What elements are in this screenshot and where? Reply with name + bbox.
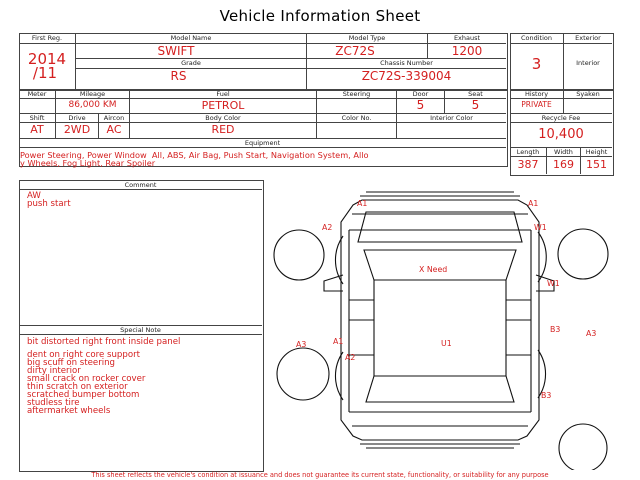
special-note-line: studless tire bbox=[27, 398, 80, 408]
height-value: 151 bbox=[586, 158, 607, 171]
sheet-title: Vehicle Information Sheet bbox=[219, 7, 421, 25]
mark-a3-right: A3 bbox=[586, 329, 597, 338]
mark-b3-right: B3 bbox=[550, 325, 561, 334]
special-note-line: small crack on rocker cover bbox=[27, 374, 146, 384]
model-name-value: SWIFT bbox=[157, 44, 195, 58]
hood-outline bbox=[358, 212, 522, 242]
mileage-label: Mileage bbox=[79, 90, 106, 98]
special-note-line: dent on right core support bbox=[27, 350, 140, 360]
width-value: 169 bbox=[553, 158, 574, 171]
syaken-label: Syaken bbox=[576, 90, 600, 98]
mark-a1-top-right: A1 bbox=[528, 199, 539, 208]
comment-line-1: AW bbox=[27, 191, 41, 201]
mark-a2-top-left: A2 bbox=[322, 223, 333, 232]
recycle-fee-value: 10,400 bbox=[538, 127, 584, 142]
wheel-top-left bbox=[274, 230, 324, 280]
roof-outline bbox=[374, 280, 506, 376]
bumper-front bbox=[360, 192, 520, 196]
condition-value: 3 bbox=[531, 55, 542, 73]
mark-x-need: X Need bbox=[419, 265, 448, 274]
special-note-first: bit distorted right front inside panel bbox=[27, 337, 181, 347]
car-damage-diagram bbox=[265, 180, 610, 470]
rear-window-outline bbox=[366, 376, 514, 402]
door-value: 5 bbox=[416, 98, 425, 112]
car-body-inner bbox=[349, 214, 531, 426]
mark-u1-center: U1 bbox=[441, 339, 452, 348]
length-value: 387 bbox=[517, 158, 539, 171]
door-label: Door bbox=[412, 90, 429, 98]
mileage-value: 86,000 KM bbox=[68, 100, 117, 110]
wheel-bottom-right bbox=[559, 424, 607, 470]
shift-value: AT bbox=[30, 123, 44, 136]
body-color-value: RED bbox=[211, 123, 235, 136]
meter-label: Meter bbox=[27, 90, 47, 98]
door-lines bbox=[349, 300, 531, 355]
color-no-label: Color No. bbox=[341, 114, 372, 122]
drive-value: 2WD bbox=[63, 123, 91, 136]
mark-b3-bottom: B3 bbox=[541, 391, 552, 400]
special-note-line: aftermarket wheels bbox=[27, 406, 111, 416]
mark-w1-top-right: W1 bbox=[534, 223, 547, 232]
interior-color-label: Interior Color bbox=[430, 114, 473, 122]
first-reg-label: First Reg. bbox=[31, 34, 63, 42]
special-note-line: big scuff on steering bbox=[27, 358, 116, 368]
seat-label: Seat bbox=[468, 90, 483, 98]
mark-a1-top-left: A1 bbox=[357, 199, 368, 208]
model-type-value: ZC72S bbox=[335, 44, 375, 58]
steering-label: Steering bbox=[342, 90, 371, 98]
first-reg-year: 2014 bbox=[27, 50, 67, 68]
exhaust-value: 1200 bbox=[451, 44, 483, 58]
body-color-label: Body Color bbox=[205, 114, 241, 122]
special-note-line: scratched bumper bottom bbox=[27, 390, 140, 400]
first-reg-month: /11 bbox=[32, 64, 58, 82]
mirror-left bbox=[324, 275, 343, 291]
bumper-rear bbox=[360, 444, 520, 448]
mark-a3-left: A3 bbox=[296, 340, 307, 349]
interior-label: Interior bbox=[576, 59, 600, 67]
comment-label: Comment bbox=[124, 181, 157, 189]
mark-a1-left: A1 bbox=[333, 337, 344, 346]
mark-w1-right: W1 bbox=[547, 279, 560, 288]
fuel-value: PETROL bbox=[201, 99, 245, 112]
drive-label: Drive bbox=[68, 114, 86, 122]
footer-disclaimer: This sheet reflects the vehicle's condition at issuance and does not guarantee its current state, functionality, or suitability for any purpose bbox=[91, 471, 549, 479]
grade-value: RS bbox=[170, 69, 187, 83]
arch-rear-left bbox=[335, 352, 343, 400]
special-note-line: dirty interior bbox=[27, 366, 81, 376]
wheel-bottom-left bbox=[277, 348, 329, 400]
special-note-label: Special Note bbox=[120, 326, 161, 334]
history-value: PRIVATE bbox=[521, 100, 552, 109]
equipment-label: Equipment bbox=[244, 139, 281, 147]
shift-label: Shift bbox=[29, 114, 45, 122]
equipment-line-2: y Wheels, Fog Light, Rear Spoiler bbox=[20, 158, 156, 168]
chassis-value: ZC72S-339004 bbox=[361, 69, 452, 83]
history-label: History bbox=[524, 90, 549, 98]
seat-value: 5 bbox=[471, 98, 480, 112]
special-note-line: thin scratch on exterior bbox=[27, 382, 128, 392]
exhaust-label: Exhaust bbox=[453, 34, 481, 42]
mark-a2-left: A2 bbox=[345, 353, 356, 362]
exterior-label: Exterior bbox=[575, 34, 601, 42]
equipment-line-1: Power Steering, Power Window All, ABS, Air Bag, Push Start, Navigation System, Allo bbox=[20, 150, 369, 160]
condition-label: Condition bbox=[520, 34, 553, 42]
grade-label: Grade bbox=[181, 59, 201, 67]
wheel-top-right bbox=[558, 229, 608, 279]
fuel-label: Fuel bbox=[216, 90, 230, 98]
recycle-fee-label: Recycle Fee bbox=[541, 114, 581, 122]
width-label: Width bbox=[554, 148, 573, 156]
aircon-label: Aircon bbox=[103, 114, 125, 122]
chassis-label: Chassis Number bbox=[380, 59, 433, 67]
height-label: Height bbox=[585, 148, 608, 156]
model-type-label: Model Type bbox=[348, 34, 386, 42]
length-label: Length bbox=[516, 148, 540, 156]
comment-line-2: push start bbox=[27, 199, 71, 209]
aircon-value: AC bbox=[106, 123, 122, 136]
model-name-label: Model Name bbox=[170, 34, 212, 42]
